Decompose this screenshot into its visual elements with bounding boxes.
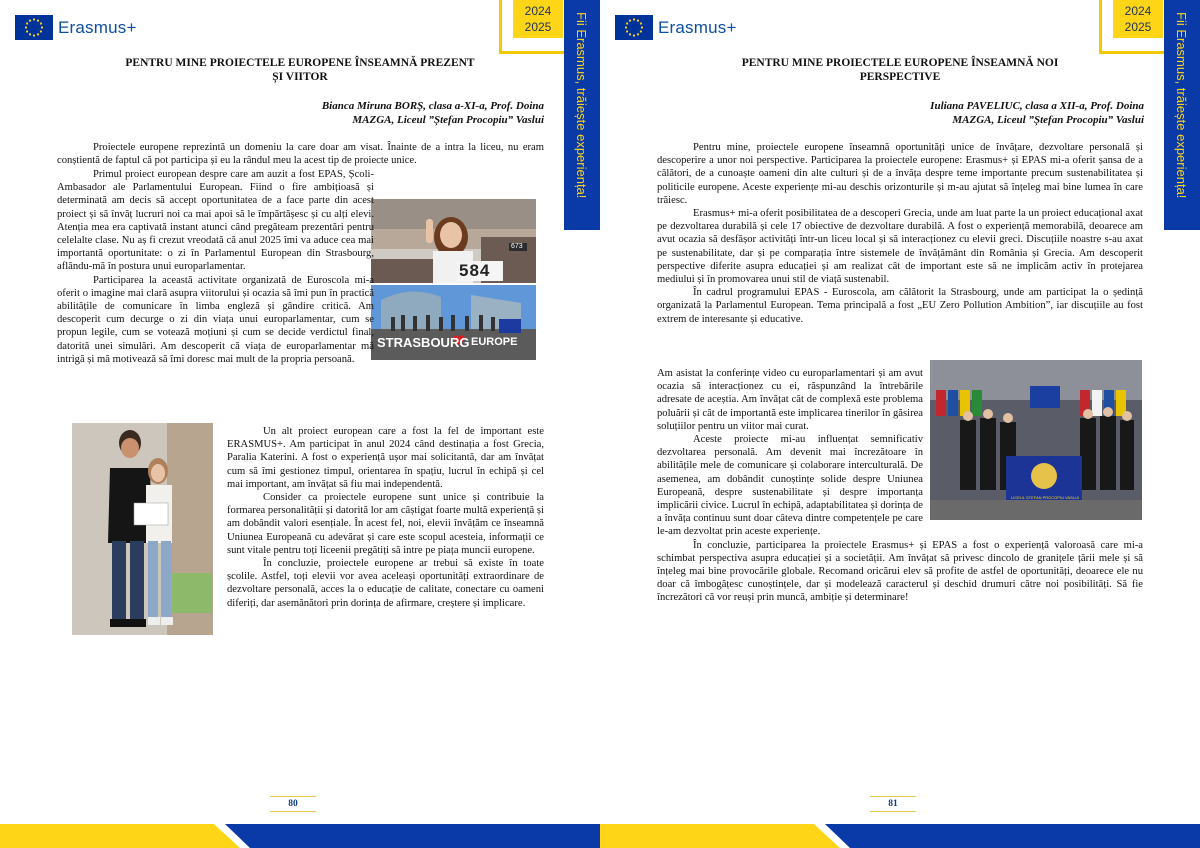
footer-band <box>0 824 600 848</box>
year-badge <box>1113 0 1163 38</box>
page-number: 81 <box>870 796 916 812</box>
paragraph: Participarea la această activitate organizată de Euroscola mi-a oferit o imagine mai clară asupra viitorului și ocazia să îmi pun în practică abilitățile de comunicare în limba engleză și gândire critică. Am descoperit cum decurge o zi din viața unui europarlamentar, cum se propun legile, cum se votează moțiuni și cum se decide verdictul final, datorită unei simulări. Am descoperit că viața de europarlamentar mă intrigă și mă motivează să îmi doresc mai mult de la propria persoană. <box>57 274 374 365</box>
paragraph: Am asistat la conferințe video cu europarlamentari și am avut ocazia să interacționez cu ei, răspunzând la întrebările adresate de aceștia. Am învățat cât de complexă este problema poluării și cât de importantă este implicarea tinerilor în găsirea soluțiilor pentru un viitor mai curat. <box>657 368 923 432</box>
image-spacer <box>374 194 544 387</box>
paragraph: Erasmus+ mi-a oferit posibilitatea de a descoperi Grecia, unde am luat parte la un proiect educațional axat pe dezvoltarea durabilă și cele 17 obiective de dezvoltare durabilă. A fost o experiență memorabilă, deoarece am avut ocazia să desfășor activități într-un liceu local și să interacționez cu elevii greci. Discuțiile noastre s-au axat pe sustenabilitate, dar și pe comparația între sistemele de învățământ din România și Grecia. Am descoperit perspective diferite asupra educației și am realizat cât de important este să ne implicăm activ în protejarea mediului și în promovarea unui stil de viață sustenabil. <box>657 208 1143 286</box>
article-author <box>244 99 544 127</box>
banner-text: LICEUL ȘTEFAN PROCOPIU VASLUI <box>1010 495 1080 500</box>
title-line: ȘI VIITOR <box>272 71 328 83</box>
tagline: Fii Erasmus, trăiește experiența! <box>1174 12 1189 199</box>
paragraph: În concluzie, participarea la proiectele Erasmus+ și EPAS a fost o experiență valoroasă care mi-a schimbat perspectiva asupra educației și a societății. Am învățat să privesc dincolo de granițele țării mele și să înțeleg mai bine provocările globale. Recomand oricărui elev să profite de astfel de oportunități, deoarece ele nu doar că îmbogățesc cunoștințele, dar și modelează caracterul și deschid drumuri către noi posibilități. Să fie încrezători că vor reuși prin muncă, ambiție și determinare! <box>657 539 1143 604</box>
logo-text: Erasmus+ <box>658 17 737 37</box>
image-spacer <box>57 425 227 637</box>
article-title <box>90 56 510 84</box>
paragraph: Proiectele europene reprezintă un domeniu la care doar am visat. Înainte de a intra la liceu, nu eram conștientă de faptul că pot participa și eu la rândul meu la acest tip de proiecte unice. <box>57 142 544 167</box>
year-start: 2024 <box>524 4 552 18</box>
paragraph: Consider ca proiectele europene sunt unice și contribuie la formarea personalității și datorită lor am câștigat foarte multă experiență și am dobândit valori esențiale. În acest fel, noi, elevii învățăm ce înseamnă Uniunea Europeană cu adevărat și care este scopul acesteia, informații ce sunt vitale pentru toți liceenii pregătiți să intre pe piața muncii europene. <box>227 492 544 556</box>
article-body-wrap <box>657 367 1143 605</box>
seat-number: 673 <box>511 243 523 250</box>
seat-number: 584 <box>459 261 491 280</box>
author-line: MAZGA, Liceul ”Ștefan Procopiu” Vaslui <box>952 114 1144 126</box>
article-body-top <box>657 141 1143 326</box>
paragraph: Un alt proiect european care a fost la fel de important este ERASMUS+. Am participat în anul 2024 când destinația a fost Grecia, Paralia Katerini. A fost o experiență ușor mai solicitantă, dar am învățat cum să îmi gestionez timpul, orientarea în spațiu, lucrul în echipă și cel mai important, am învățat să fiu mai independentă. <box>227 426 544 490</box>
eu-flag-icon <box>615 15 653 40</box>
author-line: MAZGA, Liceul ”Ștefan Procopiu” Vaslui <box>352 114 544 126</box>
paragraph: Primul proiect european despre care am auzit a fost EPAS, Școli-Ambasador ale Parlamentului European. Fiind o fire ambițioasă și determinată am decis să accept oportunitatea de a face parte din acest proiect și să învăț lucruri noi ca mai apoi să le împărtășesc și cu alți elevi. Atenția mea era captivată instant atunci când pregăteam prezentări pentru celelalte clase. Nu aș fi crezut vreodată că anul 2025 îmi va aduce cea mai importantă oportunitate: o zi în Parlamentul European din Strasbourg, aflându-mă în postura unui europarlamentar. <box>57 169 374 273</box>
article-body-bottom <box>57 425 544 637</box>
logo-text: Erasmus+ <box>58 17 137 37</box>
paragraph: În concluzie, proiectele europene ar trebui să existe în toate școlile. Astfel, toți elevii vor avea aceleași oportunități extraordinare de dezvoltare personală, acces la o educație de calitate, conectare cu oameni diferiți, dar asemănători prin dorința de afirmare, creștere și implicare. <box>227 558 544 609</box>
footer-band <box>600 824 1200 848</box>
author-line: Bianca Miruna BORȘ, clasa a-XI-a, Prof. Doina <box>321 100 544 112</box>
tagline: Fii Erasmus, trăiește experiența! <box>574 12 589 199</box>
title-line: PENTRU MINE PROIECTELE EUROPENE ÎNSEAMNĂ PREZENT <box>125 57 475 69</box>
sign-text: STRASBOURG <box>377 335 470 350</box>
year-end: 2025 <box>1124 20 1152 34</box>
author-line: Iuliana PAVELIUC, clasa a XII-a, Prof. Doina <box>930 100 1144 112</box>
eu-flag-icon <box>15 15 53 40</box>
sign-text: EUROPE <box>471 336 518 348</box>
year-end: 2025 <box>524 20 552 34</box>
article-body-top <box>57 141 544 167</box>
title-line: PERSPECTIVE <box>859 71 941 83</box>
page-right <box>600 0 1200 848</box>
paragraph: Pentru mine, proiectele europene înseamnă oportunități unice de învățare, dezvoltare personală și descoperire a unor noi perspective. Participarea la proiectele europene: Erasmus+ și EPAS mi-a oferit șansa de a călători, de a cunoaște oameni din alte culturi și de a învăța despre teme importante precum sustenabilitatea și politicile europene. Aceste experiențe mi-au deschis orizonturile și m-au ajutat să înțeleg mai bine lumea în care trăiesc. <box>657 142 1143 206</box>
article-body-column <box>57 168 544 428</box>
erasmus-logo <box>15 15 137 40</box>
page-number: 80 <box>270 796 316 812</box>
paragraph: Aceste proiecte mi-au influențat semnificativ dezvoltarea personală. Am devenit mai încrezătoare în abilitățile mele de comunicare și colaborare interculturală. De asemenea, am dobândit cunoștințe solide despre Uniunea Europeană, despre sustenabilitate și despre importanța implicării civice. Lucrul în echipă, adaptabilitatea și dorința de a învăța continuu sunt doar câteva dintre competențele pe care le-am dezvoltat prin aceste experiențe. <box>657 434 923 538</box>
title-line: PENTRU MINE PROIECTELE EUROPENE ÎNSEAMNĂ NOI <box>741 57 1059 69</box>
article-title <box>690 56 1110 84</box>
year-badge <box>513 0 563 38</box>
article-author <box>844 99 1144 127</box>
paragraph: În cadrul programului EPAS - Euroscola, am călătorit la Strasbourg, unde am participat la o ședință organizată la Parlamentul European. Tema principală a fost „EU Zero Pollution Ambition”, iar discuțiile au fost extrem de interesante și educative. <box>657 287 1143 325</box>
erasmus-logo <box>615 15 737 40</box>
year-start: 2024 <box>1124 4 1152 18</box>
image-spacer <box>923 367 1143 519</box>
